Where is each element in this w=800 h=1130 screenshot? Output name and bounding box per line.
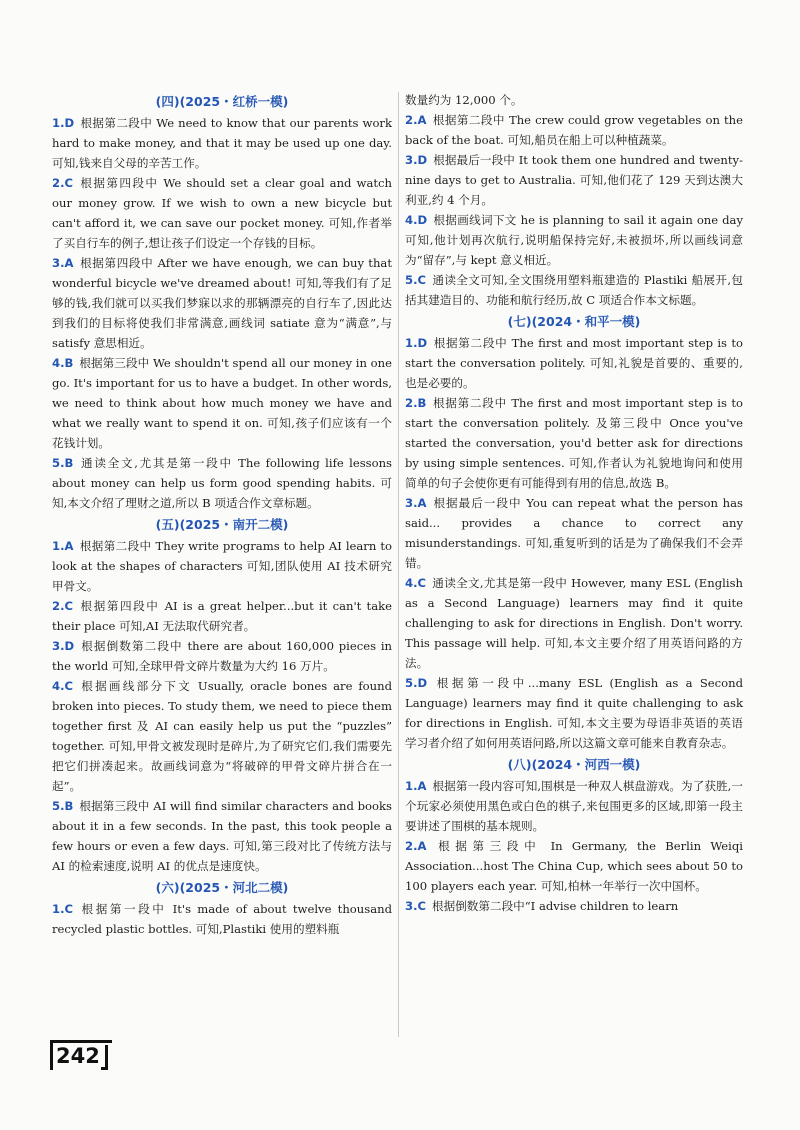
answer-6-4 xyxy=(405,210,743,270)
explanation: 根据第三段中 In Germany, the Berlin Weiqi Association...host The China Cup, which sees about 50 to 100 players each year. 可知,柏林一年举行一次中国杯。 xyxy=(405,839,743,893)
answer-letter: C xyxy=(64,599,73,613)
left-column xyxy=(52,90,392,939)
explanation: 根据倒数第二段中 there are about 160,000 pieces in the world 可知,全球甲骨文碎片数量为大约 16 万片。 xyxy=(52,639,392,673)
right-column xyxy=(405,90,743,916)
answer-letter: B xyxy=(417,396,427,410)
explanation: 根据画线部分下文 Usually, oracle bones are found broken into pieces. To study them, we need to piece them together first 及 AI can easily help us put the “puzzles” together. 可知,甲骨文被发现时是碎片,为了研究它们,我们需要先把它们拼凑起来。故画线词意为“将破碎的甲骨文碎片拼合在一起”。 xyxy=(52,679,392,793)
question-number: 1. xyxy=(405,779,418,793)
explanation: 根据第四段中 AI is a great helper...but it can't take their place 可知,AI 无法取代研究者。 xyxy=(52,599,392,633)
answer-letter: C xyxy=(417,899,426,913)
answer-7-3 xyxy=(405,493,743,573)
column-divider xyxy=(398,92,399,1037)
answer-6-1-continued: 数量约为 12,000 个。 xyxy=(405,93,523,107)
answer-5-5 xyxy=(52,796,392,876)
answer-6-5 xyxy=(405,270,743,310)
section-5-title: (五)(2025・南开二模) xyxy=(155,517,289,532)
question-number: 4. xyxy=(405,213,418,227)
question-number: 1. xyxy=(52,902,65,916)
explanation: 通读全文,尤其是第一段中 However, many ESL (English as a Second Language) learners may find it quite challenging to ask for directions in English. Don't worry. This passage will help. 可知,本文主要介绍了用英语问路的方法。 xyxy=(405,576,743,670)
question-number: 5. xyxy=(405,273,418,287)
question-number: 2. xyxy=(405,839,418,853)
answer-4-4 xyxy=(52,353,392,453)
answer-4-2 xyxy=(52,173,392,253)
explanation: 根据第四段中 We should set a clear goal and watch our money grow. If we wish to own a new bicycle but can't afford it, we can save our pocket money. 可知,作者举了买自行车的例子,想让孩子们设定一个存钱的目标。 xyxy=(52,176,392,250)
explanation: 根据最后一段中 You can repeat what the person has said... provides a chance to correct any misunderstandings. 可知,重复听到的话是为了确保我们不会弄错。 xyxy=(405,496,743,570)
answer-letter: A xyxy=(417,113,427,127)
question-number: 3. xyxy=(405,153,418,167)
answer-letter: D xyxy=(64,639,75,653)
page-number-bracket xyxy=(101,1045,108,1070)
answer-letter: C xyxy=(417,576,426,590)
answer-7-1 xyxy=(405,333,743,393)
answer-letter: D xyxy=(417,336,428,350)
answer-letter: D xyxy=(64,116,75,130)
question-number: 4. xyxy=(52,679,65,693)
page-number-text: 242 xyxy=(56,1044,100,1068)
answer-letter: C xyxy=(64,902,73,916)
explanation: 根据第二段中 The first and most important step is to start the conversation politely. 及第三段中 Once you've started the conversation, you'd better ask for directions by using simple sentences. 可知,作者认为礼貌地询问和使用简单的句子会使你更有可能得到有用的信息,故选 B。 xyxy=(405,396,743,490)
answer-letter: B xyxy=(64,456,74,470)
answer-letter: A xyxy=(417,496,427,510)
answer-5-1 xyxy=(52,536,392,596)
explanation: 根据第二段中 We need to know that our parents work hard to make money, and that it may be used up one day. 可知,钱来自父母的辛苦工作。 xyxy=(52,116,392,170)
explanation: 根据倒数第二段中“I advise children to learn xyxy=(432,899,679,913)
question-number: 5. xyxy=(405,676,418,690)
answer-5-4 xyxy=(52,676,392,796)
explanation: 根据第三段中 AI will find similar characters and books about it in a few seconds. In the past, this took people a few hours or even a few days. 可知,第三段对比了传统方法与 AI 的检索速度,说明 AI 的优点是速度快。 xyxy=(52,799,392,873)
answer-letter: A xyxy=(64,256,74,270)
question-number: 3. xyxy=(405,899,418,913)
answer-letter: A xyxy=(64,539,74,553)
answer-7-2 xyxy=(405,393,743,493)
question-number: 4. xyxy=(405,576,418,590)
answer-letter: A xyxy=(417,779,427,793)
answer-8-1 xyxy=(405,776,743,836)
explanation: 通读全文可知,全文围绕用塑料瓶建造的 Plastiki 船展开,包括其建造目的、功能和航行经历,故 C 项适合作本文标题。 xyxy=(405,273,743,307)
question-number: 4. xyxy=(52,356,65,370)
answer-4-3 xyxy=(52,253,392,353)
answer-letter: C xyxy=(64,176,73,190)
answer-letter: D xyxy=(417,213,428,227)
answer-6-2 xyxy=(405,110,743,150)
question-number: 3. xyxy=(52,639,65,653)
answer-letter: C xyxy=(64,679,73,693)
question-number: 1. xyxy=(52,116,65,130)
question-number: 3. xyxy=(405,496,418,510)
section-4-title: (四)(2025・红桥一模) xyxy=(155,94,289,109)
explanation: 根据第二段中 The first and most important step is to start the conversation politely. 可知,礼貌是首要的、重要的,也是必要的。 xyxy=(405,336,743,390)
question-number: 2. xyxy=(52,599,65,613)
section-6-title: (六)(2025・河北二模) xyxy=(155,880,289,895)
answer-8-3 xyxy=(405,896,743,916)
answer-letter: D xyxy=(417,153,428,167)
explanation: 根据第一段中 It's made of about twelve thousand recycled plastic bottles. 可知,Plastiki 使用的塑料瓶 xyxy=(52,902,392,936)
answer-letter: B xyxy=(64,799,74,813)
section-7-title: (七)(2024・和平一模) xyxy=(507,314,641,329)
question-number: 5. xyxy=(52,456,65,470)
question-number: 5. xyxy=(52,799,65,813)
answer-8-2 xyxy=(405,836,743,896)
explanation: 根据第二段中 The crew could grow vegetables on the back of the boat. 可知,船员在船上可以种植蔬菜。 xyxy=(405,113,743,147)
answer-4-1 xyxy=(52,113,392,173)
question-number: 2. xyxy=(405,396,418,410)
answer-7-4 xyxy=(405,573,743,673)
explanation: 根据画线词下文 he is planning to sail it again one day 可知,他计划再次航行,说明船保持完好,未被损坏,所以画线词意为“留存”,与 kept 意义相近。 xyxy=(405,213,743,267)
explanation: 根据第二段中 They write programs to help AI learn to look at the shapes of characters 可知,团队使用 AI 技术研究甲骨文。 xyxy=(52,539,392,593)
question-number: 2. xyxy=(405,113,418,127)
explanation: 根据第一段中...many ESL (English as a Second Language) learners may find it quite challenging to ask for directions in English. 可知,本文主要为母语非英语的英语学习者介绍了如何用英语问路,所以这篇文章可能来自教育杂志。 xyxy=(405,676,743,750)
answer-letter: C xyxy=(417,273,426,287)
answer-6-3 xyxy=(405,150,743,210)
question-number: 1. xyxy=(405,336,418,350)
answer-5-3 xyxy=(52,636,392,676)
answer-letter: B xyxy=(64,356,74,370)
answer-7-5 xyxy=(405,673,743,753)
explanation: 通读全文,尤其是第一段中 The following life lessons about money can help us form good spending habits. 可知,本文介绍了理财之道,所以 B 项适合作文章标题。 xyxy=(52,456,392,510)
answer-4-5 xyxy=(52,453,392,513)
question-number: 3. xyxy=(52,256,65,270)
page-number xyxy=(50,1040,112,1070)
answer-letter: A xyxy=(417,839,427,853)
explanation: 根据最后一段中 It took them one hundred and twenty-nine days to get to Australia. 可知,他们花了 129 天到达澳大利亚,约 4 个月。 xyxy=(405,153,743,207)
explanation: 根据第一段内容可知,围棋是一种双人棋盘游戏。为了获胜,一个玩家必须使用黑色或白色的棋子,来包围更多的区域,即第一段主要讲述了围棋的基本规则。 xyxy=(405,779,743,833)
question-number: 2. xyxy=(52,176,65,190)
explanation: 根据第四段中 After we have enough, we can buy that wonderful bicycle we've dreamed about! 可知,等我们有了足够的钱,我们就可以买我们梦寐以求的那辆漂亮的自行车了,因此达到我们的目标将使我们非常满意,画线词 satiate 意为“满意”,与 satisfy 意思相近。 xyxy=(52,256,392,350)
answer-letter: D xyxy=(417,676,428,690)
answer-6-1 xyxy=(52,899,392,939)
question-number: 1. xyxy=(52,539,65,553)
answer-5-2 xyxy=(52,596,392,636)
explanation: 根据第三段中 We shouldn't spend all our money in one go. It's important for us to have a budget. In other words, we need to think about how much money we have and what we really want to spend it on. 可知,孩子们应该有一个花钱计划。 xyxy=(52,356,392,450)
section-8-title: (八)(2024・河西一模) xyxy=(507,757,641,772)
